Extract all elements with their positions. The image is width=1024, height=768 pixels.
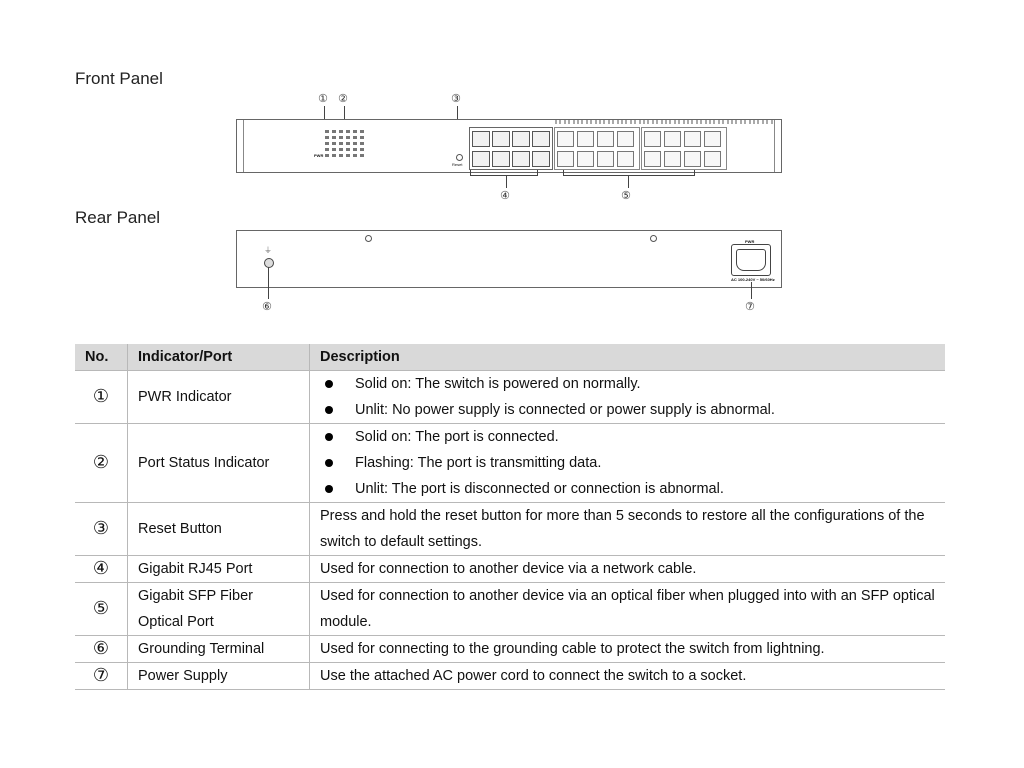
vent-slot	[669, 120, 671, 124]
led-icon	[339, 142, 343, 145]
vent-slot	[753, 120, 755, 124]
sfp-port	[644, 131, 661, 147]
led-icon	[332, 130, 336, 133]
marker-7: ⑦	[745, 300, 755, 313]
led-icon	[325, 142, 329, 145]
screw-icon	[650, 235, 657, 242]
led-icon	[332, 154, 336, 157]
bullet-text: Unlit: The port is disconnected or connection is abnormal.	[355, 481, 724, 497]
row-number: ②	[75, 424, 128, 503]
row-name: Grounding Terminal	[128, 636, 310, 663]
sfp-port	[664, 151, 681, 167]
front-panel-title: Front Panel	[75, 69, 163, 88]
marker-4: ④	[500, 189, 510, 202]
row-number: ④	[75, 556, 128, 583]
marker-1: ①	[318, 92, 328, 105]
ground-symbol-icon: ⏚	[264, 246, 272, 255]
led-icon	[353, 136, 357, 139]
row-name: Port Status Indicator	[128, 424, 310, 503]
led-icon	[325, 130, 329, 133]
led-icon	[353, 142, 357, 145]
front-panel-device	[236, 119, 782, 173]
led-icon	[339, 154, 343, 157]
led-icon	[360, 130, 364, 133]
bullet-icon	[325, 380, 333, 388]
sfp-bracket	[563, 170, 695, 176]
sfp-port	[664, 131, 681, 147]
rj45-port	[532, 151, 550, 167]
row-description: Used for connection to another device via an optical fiber when plugged into with an SFP optical module.	[310, 583, 946, 636]
vent-slot	[555, 120, 557, 124]
vent-slot	[762, 120, 764, 124]
port-status-led-block	[325, 130, 365, 160]
sfp-bracket-stem	[628, 175, 629, 188]
row-name: Gigabit RJ45 Port	[128, 556, 310, 583]
sfp-port	[597, 131, 614, 147]
rj45-port	[492, 151, 510, 167]
power-socket	[731, 244, 771, 276]
table-header-row	[75, 344, 945, 371]
vent-slot	[740, 120, 742, 124]
vent-slot	[630, 120, 632, 124]
sfp-port	[684, 151, 701, 167]
rj45-port	[532, 131, 550, 147]
table-row	[75, 663, 945, 690]
vent-slot	[639, 120, 641, 124]
screw-icon	[365, 235, 372, 242]
vent-slot	[705, 120, 707, 124]
sfp-port	[644, 151, 661, 167]
row-description: Use the attached AC power cord to connect the switch to a socket.	[310, 663, 946, 690]
row-description	[310, 371, 946, 424]
col-header-port: Indicator/Port	[128, 344, 310, 371]
vent-slot	[709, 120, 711, 124]
vent-slot	[590, 120, 592, 124]
grounding-terminal	[264, 258, 274, 268]
row-description: Press and hold the reset button for more than 5 seconds to restore all the configurations of the switch to default settings.	[310, 503, 946, 556]
sfp-port	[704, 131, 721, 147]
pwr-led-label: PWR	[314, 153, 324, 158]
vent-slot	[727, 120, 729, 124]
vent-slot	[652, 120, 654, 124]
vent-slot	[735, 120, 737, 124]
table-row	[75, 371, 945, 424]
bullet-text: Solid on: The switch is powered on normally.	[355, 376, 641, 392]
bullet-text: Flashing: The port is transmitting data.	[355, 455, 602, 471]
vent-slot	[608, 120, 610, 124]
led-icon	[346, 130, 350, 133]
vent-slot	[731, 120, 733, 124]
led-icon	[325, 148, 329, 151]
vent-slot	[599, 120, 601, 124]
sfp-port	[557, 131, 574, 147]
led-icon	[332, 142, 336, 145]
table-row	[75, 424, 945, 503]
vent-slot	[617, 120, 619, 124]
col-header-description: Description	[310, 344, 946, 371]
rj45-port-group	[469, 127, 553, 170]
vent-slot	[603, 120, 605, 124]
led-icon	[346, 136, 350, 139]
bullet-icon	[325, 485, 333, 493]
vent-slot	[757, 120, 759, 124]
led-icon	[339, 148, 343, 151]
col-header-no: No.	[75, 344, 128, 371]
sfp-port	[684, 131, 701, 147]
vent-slot	[612, 120, 614, 124]
vent-slot	[687, 120, 689, 124]
bullet-icon	[325, 459, 333, 467]
led-icon	[346, 142, 350, 145]
led-icon	[353, 154, 357, 157]
vent-slot	[749, 120, 751, 124]
rj45-port	[512, 151, 530, 167]
rear-panel-device	[236, 230, 782, 288]
vent-slot	[625, 120, 627, 124]
row-number: ⑦	[75, 663, 128, 690]
bullet-icon	[325, 406, 333, 414]
marker-2: ②	[338, 92, 348, 105]
led-icon	[346, 148, 350, 151]
vent-slot	[722, 120, 724, 124]
rj45-bracket	[470, 170, 538, 176]
marker-3: ③	[451, 92, 461, 105]
vent-slot	[647, 120, 649, 124]
vent-slot	[700, 120, 702, 124]
row-name: Reset Button	[128, 503, 310, 556]
row-number: ⑤	[75, 583, 128, 636]
rj45-port	[472, 131, 490, 147]
vent-slot	[718, 120, 720, 124]
indicator-port-table	[75, 344, 945, 690]
rj45-bracket-stem	[506, 175, 507, 188]
led-icon	[325, 136, 329, 139]
led-icon	[332, 136, 336, 139]
vent-slot	[656, 120, 658, 124]
row-number: ①	[75, 371, 128, 424]
led-icon	[353, 130, 357, 133]
vent-slot	[665, 120, 667, 124]
row-name: Gigabit SFP Fiber Optical Port	[128, 583, 310, 636]
sfp-port	[617, 131, 634, 147]
vent-slot	[771, 120, 773, 124]
row-description	[310, 424, 946, 503]
led-icon	[325, 154, 329, 157]
vent-slot	[683, 120, 685, 124]
table-row	[75, 636, 945, 663]
left-ear	[237, 120, 244, 172]
sfp-port	[577, 151, 594, 167]
sfp-port-group-1	[554, 127, 640, 170]
row-description: Used for connecting to the grounding cable to protect the switch from lightning.	[310, 636, 946, 663]
table-row	[75, 556, 945, 583]
vent-slot	[678, 120, 680, 124]
vent-slot	[568, 120, 570, 124]
vent-slot	[744, 120, 746, 124]
rj45-port	[492, 131, 510, 147]
table-row	[75, 583, 945, 636]
vent-slot	[586, 120, 588, 124]
row-name: Power Supply	[128, 663, 310, 690]
bullet-icon	[325, 433, 333, 441]
marker-5: ⑤	[621, 189, 631, 202]
vent-slot	[559, 120, 561, 124]
vent-slot	[573, 120, 575, 124]
vent-slot	[691, 120, 693, 124]
vent-slot	[577, 120, 579, 124]
rear-panel-title: Rear Panel	[75, 208, 161, 227]
vent-slot	[621, 120, 623, 124]
vent-slot	[643, 120, 645, 124]
sfp-port	[577, 131, 594, 147]
led-icon	[360, 136, 364, 139]
rj45-port	[472, 151, 490, 167]
led-icon	[346, 154, 350, 157]
ac-rating-label: AC 100-240V ~ 50/60Hz	[731, 277, 775, 282]
marker-7-leader	[751, 282, 752, 299]
vent-slot	[766, 120, 768, 124]
sfp-port	[617, 151, 634, 167]
vent-slot	[564, 120, 566, 124]
bullet-text: Solid on: The port is connected.	[355, 429, 559, 445]
led-icon	[339, 130, 343, 133]
vent-slot	[661, 120, 663, 124]
right-ear	[774, 120, 781, 172]
sfp-port	[704, 151, 721, 167]
led-icon	[339, 136, 343, 139]
led-icon	[360, 154, 364, 157]
led-icon	[332, 148, 336, 151]
vent-slot	[696, 120, 698, 124]
vent-slot	[674, 120, 676, 124]
sfp-port	[557, 151, 574, 167]
row-description: Used for connection to another device via a network cable.	[310, 556, 946, 583]
marker-6-leader	[268, 267, 269, 299]
vent-slot	[581, 120, 583, 124]
table-row	[75, 503, 945, 556]
sfp-port-group-2	[641, 127, 727, 170]
vent-slot	[634, 120, 636, 124]
vent-slot	[595, 120, 597, 124]
led-icon	[360, 142, 364, 145]
sfp-port	[597, 151, 614, 167]
bullet-text: Unlit: No power supply is connected or power supply is abnormal.	[355, 402, 775, 418]
marker-6: ⑥	[262, 300, 272, 313]
reset-label: Reset	[452, 162, 463, 167]
row-number: ③	[75, 503, 128, 556]
vent-slot	[713, 120, 715, 124]
rj45-port	[512, 131, 530, 147]
row-name: PWR Indicator	[128, 371, 310, 424]
row-number: ⑥	[75, 636, 128, 663]
led-icon	[353, 148, 357, 151]
led-icon	[360, 148, 364, 151]
power-socket-label: PWR	[745, 239, 755, 244]
reset-button	[456, 154, 463, 161]
